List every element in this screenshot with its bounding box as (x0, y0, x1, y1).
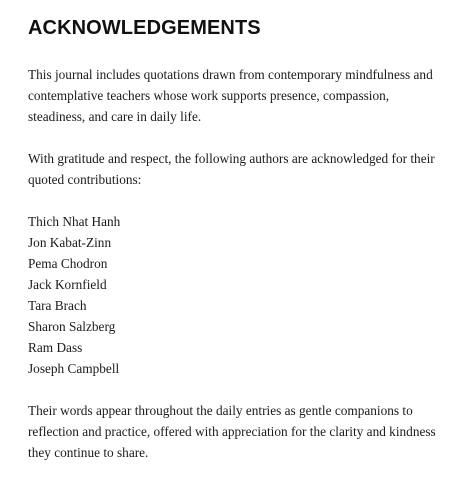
author-name: Ram Dass (28, 340, 83, 355)
author-name: Pema Chodron (28, 256, 108, 271)
author-name: Tara Brach (28, 298, 87, 313)
author-name: Thich Nhat Hanh (28, 214, 121, 229)
acknowledgements-page (28, 14, 438, 484)
closing-paragraph: Their words appear throughout the daily entries as gentle companions to reflection and practice, offered with appreciation for the clarity and kindness they continue to share. (28, 403, 436, 460)
author-list (28, 211, 438, 379)
author-name: Jon Kabat-Zinn (28, 235, 112, 250)
gratitude-paragraph: With gratitude and respect, the following authors are acknowledged for their quoted contributions: (28, 151, 435, 187)
author-name: Joseph Campbell (28, 361, 120, 376)
intro-paragraph: This journal includes quotations drawn from contemporary mindfulness and contemplative teachers whose work supports presence, compassion, steadiness, and care in daily life. (28, 67, 433, 124)
page-title: ACKNOWLEDGEMENTS (28, 17, 261, 39)
author-name: Jack Kornfield (28, 277, 107, 292)
author-name: Sharon Salzberg (28, 319, 116, 334)
